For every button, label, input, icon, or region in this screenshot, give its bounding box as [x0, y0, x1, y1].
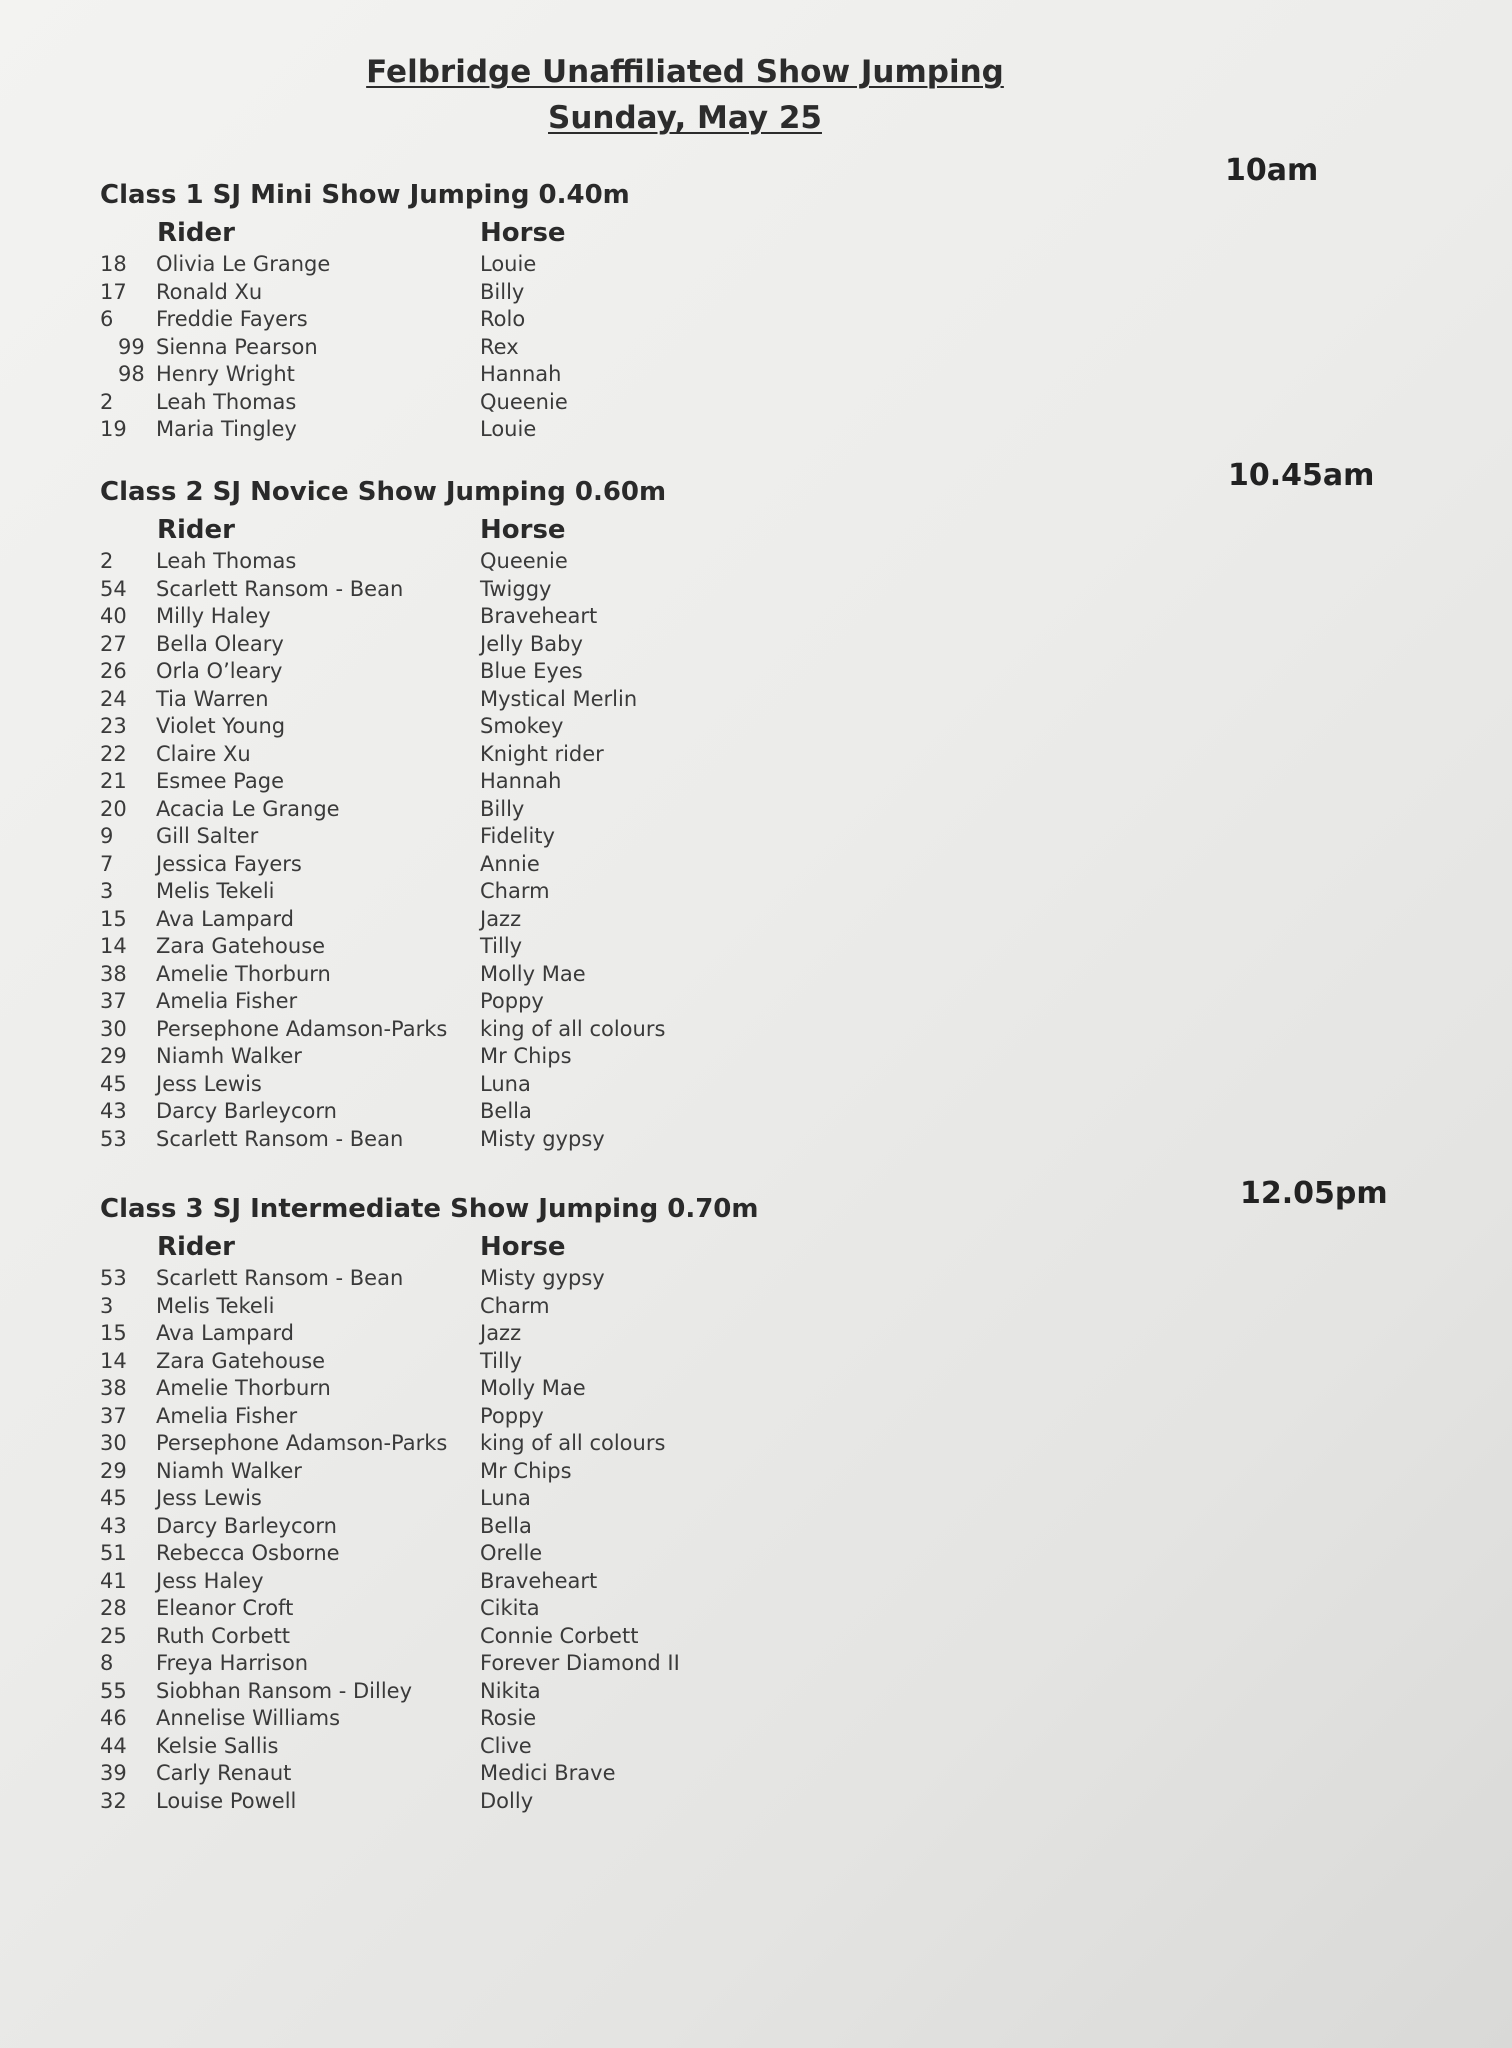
rider-name: Orla O’leary	[156, 659, 283, 683]
entry-number: 15	[100, 1321, 127, 1345]
entry-row	[100, 576, 1420, 604]
rider-name: Darcy Barleycorn	[156, 1099, 337, 1123]
class-3-section	[100, 1176, 1420, 1815]
entry-number: 37	[100, 1403, 127, 1428]
entry-number: 45	[100, 1486, 127, 1510]
horse-name: Rex	[480, 334, 519, 359]
entry-number: 2	[100, 549, 114, 573]
horse-name: Orelle	[480, 1541, 543, 1565]
entry-row	[100, 933, 1420, 961]
rider-name: Freya Harrison	[156, 1651, 309, 1675]
rider-name: Ava Lampard	[156, 906, 294, 931]
horse-name: Misty gypsy	[480, 1266, 605, 1290]
entry-row	[100, 603, 1420, 631]
horse-name: Tilly	[480, 1348, 523, 1373]
class-2-heading: Class 2 SJ Novice Show Jumping 0.60m	[100, 477, 667, 507]
horse-name: Poppy	[480, 1403, 544, 1428]
entry-number: 20	[100, 796, 127, 821]
entry-number: 8	[100, 1651, 114, 1675]
horse-name: Jelly Baby	[480, 631, 583, 656]
rider-name: Niamh Walker	[156, 1458, 302, 1483]
entry-row	[100, 361, 1420, 389]
horse-name: king of all colours	[480, 1016, 666, 1041]
class-1-time: 10am	[1225, 153, 1319, 188]
rider-name: Siobhan Ransom - Dilley	[156, 1678, 413, 1703]
rider-name: Henry Wright	[156, 362, 295, 386]
rider-name: Ronald Xu	[156, 279, 263, 304]
entry-row	[100, 1320, 1420, 1348]
horse-name: Charm	[480, 1293, 550, 1318]
horse-name: Mr Chips	[480, 1044, 572, 1068]
entry-row	[100, 1016, 1420, 1044]
horse-name: Annie	[480, 851, 540, 876]
entry-number: 14	[100, 934, 127, 958]
entry-number: 53	[100, 1266, 127, 1290]
horse-name: Luna	[480, 1071, 531, 1096]
entry-number: 2	[100, 389, 114, 414]
class-2-column-headers	[100, 512, 1420, 548]
entry-row	[100, 1760, 1420, 1788]
rider-name: Darcy Barleycorn	[156, 1513, 337, 1538]
entry-number: 7	[100, 851, 114, 876]
entry-row	[100, 686, 1420, 714]
rider-name: Bella Oleary	[156, 631, 284, 656]
horse-name: Louie	[480, 252, 537, 276]
class-2-entries	[100, 548, 1420, 1153]
entry-number: 45	[100, 1071, 127, 1096]
horse-name: Twiggy	[480, 576, 552, 601]
entry-row	[100, 1568, 1420, 1596]
rider-name: Rebecca Osborne	[156, 1541, 340, 1565]
horse-name: Billy	[480, 279, 525, 304]
rider-name: Ruth Corbett	[156, 1623, 291, 1648]
horse-name: Charm	[480, 879, 550, 903]
horse-name: Rosie	[480, 1706, 537, 1730]
entry-row	[100, 548, 1420, 576]
rider-name: Jessica Fayers	[156, 851, 302, 876]
entry-number: 44	[100, 1733, 127, 1758]
rider-column-header: Rider	[157, 218, 235, 248]
entry-number: 51	[100, 1541, 127, 1565]
document-title: Felbridge Unaffiliated Show Jumping	[366, 54, 1004, 90]
entry-row	[100, 1071, 1420, 1099]
entry-number: 26	[100, 659, 127, 683]
horse-name: Jazz	[480, 1321, 522, 1345]
entry-number: 38	[100, 1376, 127, 1400]
rider-name: Kelsie Sallis	[156, 1733, 279, 1758]
entry-row	[100, 279, 1420, 307]
horse-name: Queenie	[480, 389, 568, 414]
rider-name: Scarlett Ransom - Bean	[156, 1266, 404, 1290]
entry-row	[100, 1788, 1420, 1816]
entry-number: 27	[100, 631, 127, 656]
class-3-heading: Class 3 SJ Intermediate Show Jumping 0.70m	[100, 1194, 759, 1224]
entry-number: 43	[100, 1099, 127, 1123]
entry-number: 38	[100, 961, 127, 986]
entry-row	[100, 1705, 1420, 1733]
entry-row	[100, 334, 1420, 362]
horse-name: Hannah	[480, 362, 562, 386]
horse-name: Tilly	[480, 934, 523, 958]
rider-name: Persephone Adamson-Parks	[156, 1016, 448, 1041]
entry-row	[100, 1098, 1420, 1126]
entry-row	[100, 1043, 1420, 1071]
class-2-time: 10.45am	[1228, 458, 1375, 493]
horse-name: Knight rider	[480, 741, 604, 766]
class-2-section	[100, 458, 1420, 1153]
entry-number: 30	[100, 1431, 127, 1455]
rider-name: Milly Haley	[156, 604, 271, 628]
rider-name: Tia Warren	[156, 686, 269, 711]
entry-row	[100, 1348, 1420, 1376]
entry-row	[100, 1540, 1420, 1568]
horse-name: Medici Brave	[480, 1761, 616, 1785]
rider-name: Violet Young	[156, 714, 286, 738]
horse-name: Cikita	[480, 1596, 540, 1620]
horse-name: Clive	[480, 1733, 532, 1758]
rider-column-header: Rider	[157, 515, 235, 545]
horse-name: Bella	[480, 1099, 532, 1123]
rider-name: Scarlett Ransom - Bean	[156, 576, 404, 601]
rider-name: Persephone Adamson-Parks	[156, 1431, 448, 1455]
rider-name: Jess Haley	[156, 1568, 264, 1593]
rider-column-header: Rider	[157, 1232, 235, 1262]
horse-name: Misty gypsy	[480, 1126, 605, 1151]
rider-name: Melis Tekeli	[156, 1293, 275, 1318]
class-1-column-headers	[100, 215, 1420, 251]
horse-name: Braveheart	[480, 1568, 598, 1593]
horse-name: Nikita	[480, 1678, 541, 1703]
entry-number: 22	[100, 741, 127, 766]
entry-row	[100, 1678, 1420, 1706]
horse-name: Louie	[480, 417, 537, 441]
class-1-heading: Class 1 SJ Mini Show Jumping 0.40m	[100, 180, 630, 210]
rider-name: Melis Tekeli	[156, 879, 275, 903]
horse-name: king of all colours	[480, 1431, 666, 1455]
class-3-column-headers	[100, 1229, 1420, 1265]
horse-column-header: Horse	[480, 218, 566, 248]
rider-name: Amelie Thorburn	[156, 961, 331, 986]
entry-number: 41	[100, 1568, 127, 1593]
entry-row	[100, 1623, 1420, 1651]
entry-row	[100, 1403, 1420, 1431]
horse-name: Braveheart	[480, 604, 598, 628]
class-3-time: 12.05pm	[1240, 1176, 1388, 1211]
entry-row	[100, 741, 1420, 769]
rider-name: Jess Lewis	[156, 1486, 262, 1510]
horse-name: Hannah	[480, 769, 562, 793]
entry-row	[100, 1595, 1420, 1623]
horse-name: Luna	[480, 1486, 531, 1510]
horse-name: Queenie	[480, 549, 568, 573]
rider-name: Scarlett Ransom - Bean	[156, 1126, 404, 1151]
class-3-entries	[100, 1265, 1420, 1815]
entry-number: 40	[100, 604, 127, 628]
entry-number: 53	[100, 1126, 127, 1151]
entry-number: 6	[100, 307, 114, 331]
rider-name: Annelise Williams	[156, 1706, 341, 1730]
horse-name: Billy	[480, 796, 525, 821]
rider-name: Amelia Fisher	[156, 989, 298, 1013]
rider-name: Sienna Pearson	[156, 334, 318, 359]
rider-name: Freddie Fayers	[156, 307, 308, 331]
entry-row	[100, 389, 1420, 417]
horse-name: Bella	[480, 1513, 532, 1538]
horse-name: Mystical Merlin	[480, 686, 638, 711]
entry-number: 25	[100, 1623, 127, 1648]
entry-number: 54	[100, 576, 127, 601]
entry-number: 39	[100, 1761, 127, 1785]
rider-name: Carly Renaut	[156, 1761, 292, 1785]
event-date: Sunday, May 25	[548, 100, 822, 136]
rider-name: Zara Gatehouse	[156, 934, 326, 958]
entry-row	[100, 251, 1420, 279]
entry-row	[100, 988, 1420, 1016]
rider-name: Eleanor Croft	[156, 1596, 294, 1620]
horse-name: Poppy	[480, 989, 544, 1013]
horse-name: Jazz	[480, 906, 522, 931]
horse-column-header: Horse	[480, 1232, 566, 1262]
rider-name: Amelia Fisher	[156, 1403, 298, 1428]
rider-name: Esmee Page	[156, 769, 285, 793]
horse-name: Dolly	[480, 1788, 534, 1813]
entry-row	[100, 416, 1420, 444]
rider-name: Leah Thomas	[156, 389, 297, 414]
horse-name: Smokey	[480, 714, 564, 738]
entry-number: 43	[100, 1513, 127, 1538]
entry-row	[100, 961, 1420, 989]
rider-name: Acacia Le Grange	[156, 796, 340, 821]
horse-name: Mr Chips	[480, 1458, 572, 1483]
entry-number: 9	[100, 824, 114, 848]
entry-row	[100, 851, 1420, 879]
entry-row	[100, 1485, 1420, 1513]
entry-number: 18	[100, 252, 127, 276]
entry-number: 32	[100, 1788, 127, 1813]
entry-number: 23	[100, 714, 127, 738]
entry-number: 24	[100, 686, 127, 711]
entry-row	[100, 768, 1420, 796]
rider-name: Leah Thomas	[156, 549, 297, 573]
entry-number: 46	[100, 1706, 127, 1730]
entry-row	[100, 1513, 1420, 1541]
entry-number: 98	[118, 362, 145, 386]
entry-row	[100, 1126, 1420, 1154]
entry-number: 17	[100, 279, 127, 304]
entry-row	[100, 1430, 1420, 1458]
horse-name: Rolo	[480, 307, 526, 331]
rider-name: Ava Lampard	[156, 1321, 294, 1345]
entry-number: 15	[100, 906, 127, 931]
entry-row	[100, 658, 1420, 686]
entry-number: 3	[100, 1293, 114, 1318]
entry-row	[100, 713, 1420, 741]
horse-name: Molly Mae	[480, 961, 586, 986]
entry-row	[100, 1458, 1420, 1486]
rider-name: Claire Xu	[156, 741, 251, 766]
entry-number: 55	[100, 1678, 127, 1703]
entry-row	[100, 1265, 1420, 1293]
entry-number: 21	[100, 769, 127, 793]
class-1-entries	[100, 251, 1420, 444]
entry-number: 30	[100, 1016, 127, 1041]
entry-number: 28	[100, 1596, 127, 1620]
entry-row	[100, 1293, 1420, 1321]
entry-row	[100, 1375, 1420, 1403]
rider-name: Louise Powell	[156, 1788, 297, 1813]
entry-row	[100, 1650, 1420, 1678]
entry-row	[100, 906, 1420, 934]
entry-number: 99	[118, 334, 145, 359]
entry-number: 29	[100, 1044, 127, 1068]
horse-name: Connie Corbett	[480, 1623, 639, 1648]
entry-row	[100, 631, 1420, 659]
entry-number: 14	[100, 1348, 127, 1373]
entry-number: 3	[100, 879, 114, 903]
rider-name: Niamh Walker	[156, 1044, 302, 1068]
rider-name: Amelie Thorburn	[156, 1376, 331, 1400]
entry-number: 19	[100, 417, 127, 441]
entry-row	[100, 878, 1420, 906]
horse-column-header: Horse	[480, 515, 566, 545]
rider-name: Jess Lewis	[156, 1071, 262, 1096]
entry-number: 37	[100, 989, 127, 1013]
entry-row	[100, 306, 1420, 334]
entry-row	[100, 796, 1420, 824]
horse-name: Fidelity	[480, 824, 555, 848]
rider-name: Gill Salter	[156, 824, 259, 848]
entry-number: 29	[100, 1458, 127, 1483]
horse-name: Forever Diamond II	[480, 1651, 680, 1675]
rider-name: Zara Gatehouse	[156, 1348, 326, 1373]
horse-name: Blue Eyes	[480, 659, 583, 683]
horse-name: Molly Mae	[480, 1376, 586, 1400]
rider-name: Maria Tingley	[156, 417, 297, 441]
entry-row	[100, 823, 1420, 851]
entry-row	[100, 1733, 1420, 1761]
class-1-section	[100, 153, 1420, 444]
rider-name: Olivia Le Grange	[156, 252, 331, 276]
